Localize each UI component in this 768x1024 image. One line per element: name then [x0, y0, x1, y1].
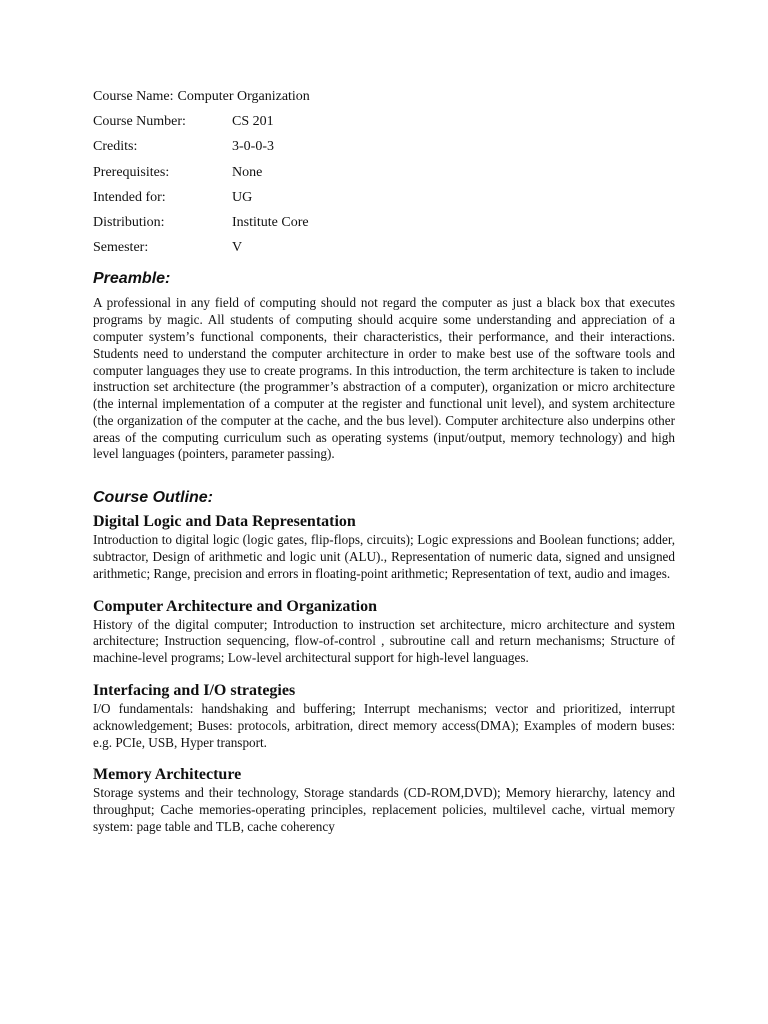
preamble-text: A professional in any field of computing should not regard the computer as just a black box that executes programs by magic. All students of computing should acquire some understanding and appreciation of a computer system’s functional components, their characteristics, their performance, and their interactions. Students need to understand the computer architecture in order to make best use of the software tools and computer languages they use to create programs. In this introduction, the term architecture is taken to include instruction set architecture (the programmer’s abstraction of a computer), organization or micro architecture (the internal implementation of a computer at the register and functional unit level), and system architecture (the organization of the computer at the cache, and the bus level). Computer architecture also underpins other areas of the computing curriculum such as operating systems (input/output, memory technology) and high level languages (pointers, parameter passing). — [93, 295, 675, 462]
prerequisites-label: Prerequisites: — [93, 164, 170, 180]
course-name-value: Computer Organization — [177, 89, 310, 104]
course-name-row — [93, 84, 675, 109]
course-number-row — [93, 109, 675, 134]
intended-for-row — [93, 185, 675, 210]
distribution-row — [93, 210, 675, 235]
prerequisites-value: None — [232, 164, 263, 180]
outline-section-interfacing-io — [93, 681, 675, 751]
document-page — [93, 84, 675, 836]
credits-label: Credits: — [93, 139, 138, 155]
credits-row — [93, 134, 675, 159]
outline-section-computer-architecture — [93, 597, 675, 667]
section-text: History of the digital computer; Introduction to instruction set architecture, micro architecture and system architecture; Instruction sequencing, flow-of-control , subroutine call and return mechanisms; Structure of machine-level programs; Low-level architectural support for high-level languages. — [93, 616, 675, 666]
course-name-label: Course Name: — [93, 89, 174, 104]
outline-section-digital-logic — [93, 512, 675, 582]
prerequisites-row — [93, 160, 675, 185]
distribution-label: Distribution: — [93, 214, 165, 230]
course-outline-heading: Course Outline: — [93, 489, 214, 507]
credits-value: 3-0-0-3 — [232, 139, 274, 155]
section-title: Memory Architecture — [93, 766, 242, 784]
course-number-value: CS 201 — [232, 114, 274, 130]
section-title: Digital Logic and Data Representation — [93, 513, 356, 531]
section-title: Computer Architecture and Organization — [93, 597, 377, 615]
outline-section-memory-architecture — [93, 765, 675, 835]
distribution-value: Institute Core — [232, 214, 309, 230]
course-info-table — [93, 84, 675, 260]
semester-label: Semester: — [93, 240, 149, 256]
semester-value: V — [232, 240, 243, 256]
course-number-label: Course Number: — [93, 114, 186, 130]
preamble-heading: Preamble: — [93, 270, 171, 288]
intended-for-value: UG — [232, 189, 253, 205]
section-text: Storage systems and their technology, Storage standards (CD-ROM,DVD); Memory hierarchy, latency and throughput; Cache memories-operating principles, replacement policies, multilevel cache, virtual memory system: page table and TLB, cache coherency — [93, 785, 675, 835]
semester-row — [93, 235, 675, 260]
section-title: Interfacing and I/O strategies — [93, 682, 296, 700]
section-text: Introduction to digital logic (logic gates, flip-flops, circuits); Logic expressions and Boolean functions; adder, subtractor, Design of arithmetic and logic unit (ALU)., Representation of numeric data, signed and unsigned arithmetic; Range, precision and errors in floating-point arithmetic; Representation of text, audio and images. — [93, 532, 675, 581]
intended-for-label: Intended for: — [93, 189, 166, 205]
section-text: I/O fundamentals: handshaking and buffering; Interrupt mechanisms; vector and prioritized, interrupt acknowledgement; Buses: protocols, arbitration, direct memory access(DMA); Examples of modern buses: e.g. PCIe, USB, Hyper transport. — [93, 701, 675, 750]
